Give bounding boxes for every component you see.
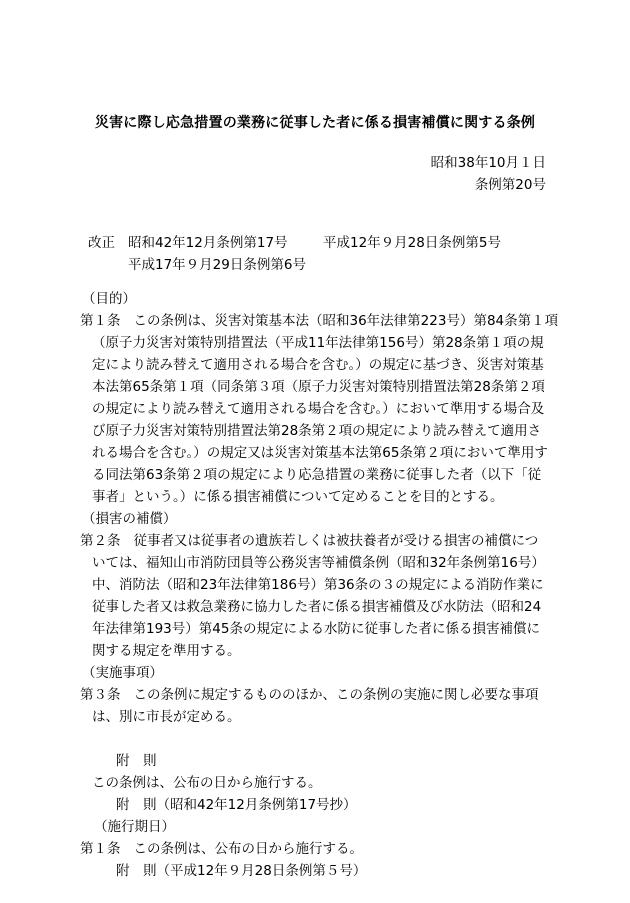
ordinance-body [80, 288, 559, 882]
enactment-date: 昭和38年10月１日 [430, 155, 546, 171]
amendment-item: 昭和42年12月条例第17号 [128, 235, 288, 251]
amendment-item: 平成17年９月29日条例第6号 [128, 257, 306, 273]
ordinance-number: 条例第20号 [474, 177, 546, 193]
article-heading: （実施事項） [82, 665, 163, 681]
article-first-line: この条例に規定するもののほか、この条例の実施に関し必要な事項 [133, 687, 539, 703]
article-number: 第２条 [80, 533, 121, 549]
article-first-line: 従事者又は従事者の遺族若しくは被扶養者が受ける損害の補償につ [133, 533, 539, 549]
article-number: 第３条 [80, 687, 121, 703]
article-number: 第１条 [80, 841, 121, 857]
article-1 [80, 310, 559, 508]
enactment-info [431, 152, 546, 196]
supplementary-article [80, 838, 550, 860]
article-3 [80, 684, 550, 728]
amendment-label: 改正 [88, 235, 115, 251]
article-body: （原子力災害対策特別措置法（平成11年法律第156号）第28条第１項の規定により読み替えて適用される場合を含む。）の規定に基づき、災害対策基本法第65条第１項（同条第３項（原子力災害対策特別措置法第28条第２項の規定により読み替えて適用される場合を含む。）において準用する場合及び原子力災害対策特別措置法第28条第２項の規定により読み替えて適用される場合を含む。）の規定又は災害対策基本法第65条第２項において準用する同法第63条第２項の規定により応急措置の業務に従事した者（以下「従事者」という。）に係る損害補償について定めることを目的とする。 [92, 335, 548, 505]
article-number: 第１条 [80, 313, 121, 329]
article-body: は、別に市長が定める。 [92, 709, 241, 725]
article-heading: （目的） [82, 291, 136, 307]
article-first-line: この条例は、災害対策基本法（昭和36年法律第223号）第84条第１項 [133, 313, 559, 329]
supplementary-heading: 附 則 [116, 753, 157, 769]
supplementary-article-text: この条例は、公布の日から施行する。 [133, 841, 363, 857]
supplementary-heading: 附 則（平成12年９月28日条例第５号） [116, 863, 367, 879]
supplementary-heading: 附 則（昭和42年12月条例第17号抄） [116, 797, 357, 813]
amendment-history [88, 232, 568, 276]
article-heading: （損害の補償） [82, 511, 177, 527]
article-body: いては、福知山市消防団員等公務災害等補償条例（昭和32年条例第16号）中、消防法（昭和23年法律第186号）第36条の３の規定による消防作業に従事した者又は救急業務に協力した者に係る損害補償及び水防法（昭和24年法律第193号）第45条の規定による水防に従事した者に係る損害補償に関する規定を準用する。 [92, 555, 545, 659]
article-2 [80, 530, 550, 662]
ordinance-title: 災害に際し応急措置の業務に従事した者に係る損害補償に関する条例 [94, 115, 536, 131]
amendment-item: 平成12年９月28日条例第5号 [323, 235, 501, 251]
supplementary-text: この条例は、公布の日から施行する。 [92, 775, 322, 791]
supplementary-subheading: （施行期日） [94, 819, 175, 835]
